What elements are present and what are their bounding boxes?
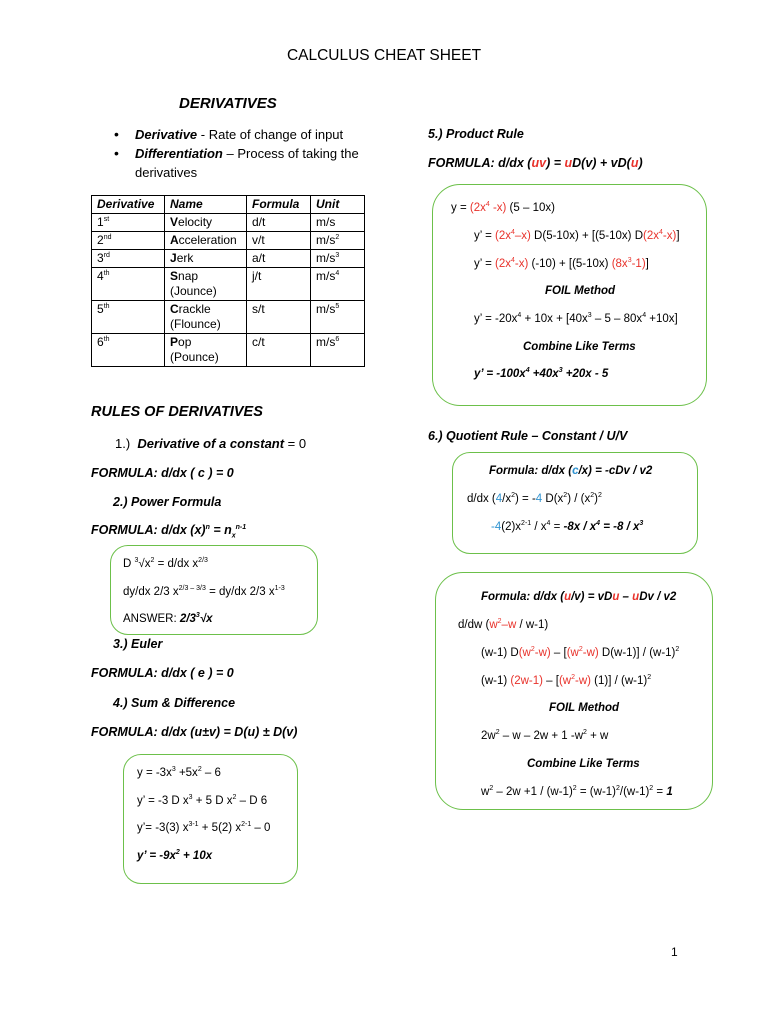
rule-1: 1.) Derivative of a constant = 0 (115, 436, 307, 451)
quotient-constant-line-2: $-4(2)x^{2-1} / x^4 = -8x / x^4 = -8 / x^3$ (491, 520, 644, 533)
table-row (92, 250, 365, 268)
table-row (92, 268, 365, 301)
product-line-4: y’ = $-20x^4 + 10x + [40x^3 - 5 - 80x^4 +10x]$ (474, 312, 678, 325)
product-line-2: y’ = $(2x^4-x) D(5-10x) + [(5-10x)$ $D(2x^4-x)$] (474, 229, 680, 242)
product-line-1: $y = (2x^4$ -x) (5 – 10x) (451, 201, 555, 214)
table-row (92, 334, 365, 367)
table-row (92, 232, 365, 250)
quotient-uv-line-4: $2w^2 - w - 2w + 1$ $-w^2 + w$ (481, 729, 609, 742)
column-header: Name (165, 196, 247, 214)
quotient-uv-formula: Formula: d/dx (u/v) = vDu – uDv / v2 (481, 591, 677, 603)
product-rule-box (432, 184, 707, 406)
column-header: Formula (247, 196, 311, 214)
table-cell: $m/s^6$ (311, 334, 365, 367)
quotient-uv-line-1: d/dw $(w^2-w / w-1)$ (458, 618, 549, 631)
power-formula-box (110, 545, 318, 635)
rule-2-title: 2.) Power Formula (113, 495, 222, 509)
table-cell: m/s (311, 214, 365, 232)
sum-line-1: $y = -3x^3 +5x^2 - 6$ (137, 766, 221, 779)
quotient-constant-box (452, 452, 698, 554)
table-cell: c/t (247, 334, 311, 367)
product-foil-label: FOIL Method (545, 285, 616, 297)
table-cell: Pop (Pounce) (165, 334, 247, 367)
table-header-row (92, 196, 365, 214)
table-cell: $m/s^3$ (311, 250, 365, 268)
rule-4-title: 4.) Sum & Difference (113, 696, 236, 710)
table-cell: s/t (247, 301, 311, 334)
table-cell: 1st (92, 214, 165, 232)
table-cell: 3rd (92, 250, 165, 268)
quotient-uv-line-5: $w^2 - 2w +1 / (w-1)^2 = (w-1)^2/(w-1)^2 = 1$ (481, 785, 673, 798)
rules-heading: RULES OF DERIVATIVES (91, 404, 263, 420)
rule-3-formula: FORMULA: d/dx ( e ) = 0 (91, 666, 234, 680)
rule-1-formula: FORMULA: d/dx ( c ) = 0 (91, 466, 234, 480)
table-cell: Velocity (165, 214, 247, 232)
quotient-constant-line-1: d/dx $(4/x^2) = -4$ $D(x^2) / (x^2)^2$ (467, 492, 602, 505)
product-line-5: y’ = $-100x^4 +40x^3 +20x - 5$ (474, 367, 609, 380)
table-cell: $m/s^5$ (311, 301, 365, 334)
definition-item: • Differentiation – Process of taking the derivatives (108, 144, 398, 182)
rule-2-formula: FORMULA: d/dx $(x)^n = n_x^{n-1}$ (91, 523, 247, 540)
table-cell: 6th (92, 334, 165, 367)
quotient-rule-title: 6.) Quotient Rule – Constant / U/V (428, 429, 628, 443)
product-line-3: y’ = $(2x^4-x) (-10) + [(5-10x)$ $(8x^3-1)$] (474, 257, 649, 270)
table-cell: j/t (247, 268, 311, 301)
column-header: Derivative (92, 196, 165, 214)
table-cell: 5th (92, 301, 165, 334)
definition-list (108, 125, 398, 182)
quotient-uv-line-2: (w-1) $D(w^2-w) - [(w^2-w)$ $D(w-1)] / (w-1)^2$ (481, 646, 680, 659)
sum-line-3: y’= -3(3) $x^{3-1} + 5(2)$ $x^{2-1} - 0$ (137, 821, 271, 834)
sum-line-2: y’ = -3 D $x^3 + 5$ D $x^2$ – D 6 (137, 794, 268, 807)
table-cell: 2nd (92, 232, 165, 250)
derivative-table (91, 195, 365, 367)
derivatives-heading: DERIVATIVES (179, 95, 277, 112)
table-row (92, 301, 365, 334)
table-row (92, 214, 365, 232)
quotient-uv-line-3: (w-1) $(2w-1) - [(w^2-w)$ $(1)] / (w-1)^2$ (481, 674, 652, 687)
table-cell: v/t (247, 232, 311, 250)
quotient-combine-label: Combine Like Terms (527, 758, 640, 770)
column-header: Unit (311, 196, 365, 214)
table-cell: Snap (Jounce) (165, 268, 247, 301)
table-cell: Crackle (Flounce) (165, 301, 247, 334)
power-line-1: D $^3√x^2 = d/dx$ $x^{2/3}$ (123, 557, 208, 570)
page-title: CALCULUS CHEAT SHEET (286, 47, 482, 64)
power-line-2: dy/dx 2/3 $x^{2/3 - 3/3} = dy/dx$ 2/3 $x^{1-3}$ (123, 585, 285, 598)
table-cell: d/t (247, 214, 311, 232)
product-combine-label: Combine Like Terms (523, 341, 636, 353)
product-rule-title: 5.) Product Rule (428, 127, 524, 141)
product-rule-formula: FORMULA: d/dx (uv) = uD(v) + vD(u) (428, 156, 643, 170)
power-line-3: ANSWER: $2/3^3√x$ (123, 612, 213, 625)
quotient-constant-formula: Formula: d/dx (c/x) = -cDv / v2 (489, 465, 653, 477)
quotient-uv-box (435, 572, 713, 810)
table-cell: 4th (92, 268, 165, 301)
table-cell: a/t (247, 250, 311, 268)
sum-difference-box (123, 754, 298, 884)
rule-4-formula: FORMULA: d/dx (u±v) = D(u) ± D(v) (91, 725, 298, 739)
page-number: 1 (671, 945, 678, 959)
sum-line-4: y’ = $-9x^2 + 10x$ (137, 849, 213, 862)
table-cell: $m/s^2$ (311, 232, 365, 250)
definition-item: • Derivative - Rate of change of input (108, 125, 398, 144)
table-cell: $m/s^4$ (311, 268, 365, 301)
table-cell: Acceleration (165, 232, 247, 250)
rule-3-title: 3.) Euler (113, 637, 163, 651)
quotient-foil-label: FOIL Method (549, 702, 620, 714)
table-cell: Jerk (165, 250, 247, 268)
